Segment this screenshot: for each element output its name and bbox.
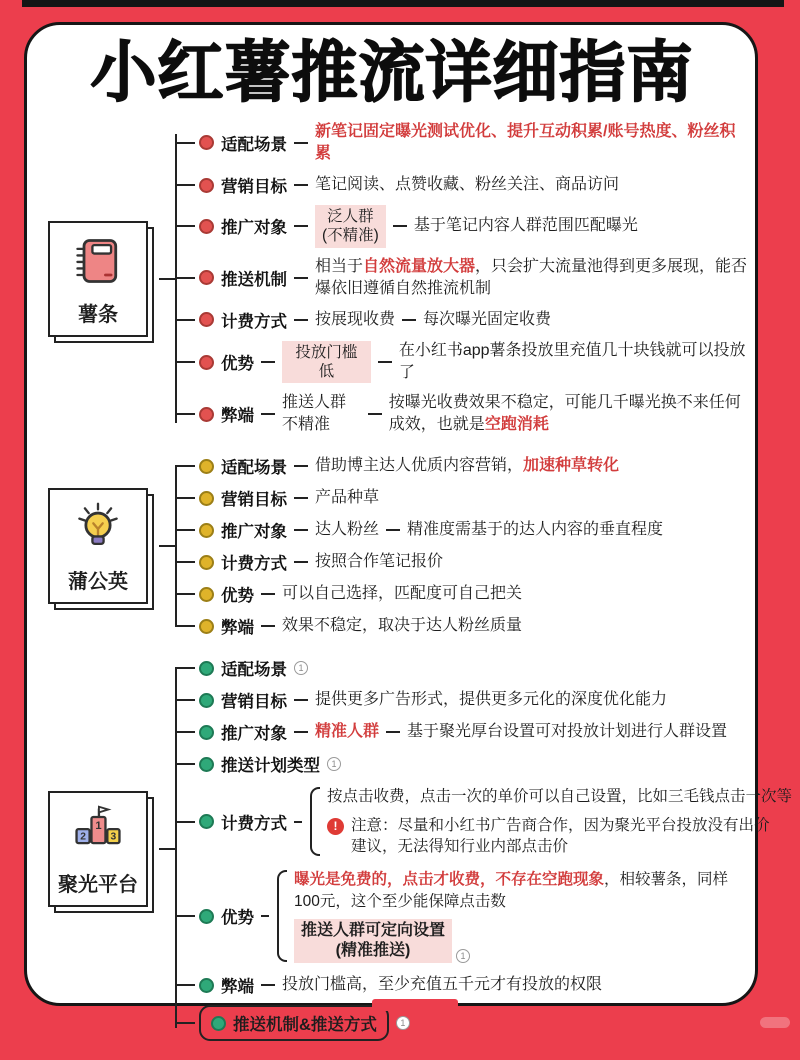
row-mechanism bbox=[175, 252, 749, 304]
connector-dash bbox=[294, 225, 308, 227]
row-value: 在小红书app薯条投放里充值几十块钱就可以投放了 bbox=[398, 341, 746, 382]
platform-card-pugongying bbox=[48, 488, 148, 604]
branch-text: 注意：尽量和小红书广告商合作，因为聚光平台投放没有出价建议，无法得知行业内部点击价 bbox=[351, 816, 770, 856]
row-value bbox=[315, 455, 619, 477]
row-label: 推送机制 bbox=[221, 270, 287, 289]
row-billing bbox=[175, 546, 749, 578]
row-value: 笔记阅读、点赞收藏、粉丝关注、商品访问 bbox=[315, 176, 620, 193]
connector-dash bbox=[294, 731, 308, 733]
rows-pugongying bbox=[175, 450, 749, 642]
value-emphasis: 自然流量放大器 bbox=[363, 257, 476, 275]
row-mid-value: 推送人群不精准 bbox=[282, 394, 347, 434]
row-target bbox=[175, 201, 749, 252]
row-billing bbox=[175, 304, 749, 336]
row-value: 投放门槛高，至少充值五千元才有投放的权限 bbox=[282, 976, 603, 994]
bracket-connector bbox=[310, 787, 320, 856]
billing-branches bbox=[327, 784, 792, 859]
row-value: 提供更多广告形式，提供更多元化的深度优化能力 bbox=[315, 691, 668, 709]
top-border-bar bbox=[22, 0, 784, 7]
collapsed-node-badge: 1 bbox=[396, 1016, 410, 1030]
platform-label: 薯条 bbox=[78, 303, 118, 326]
connector-dash bbox=[294, 529, 308, 531]
bullet-icon bbox=[199, 270, 214, 285]
bullet-icon bbox=[211, 1016, 226, 1031]
connector-dash bbox=[294, 561, 308, 563]
connector-dash bbox=[393, 225, 407, 227]
connector-dash bbox=[294, 319, 308, 321]
row-value: 基于聚光厚台设置可对投放计划进行人群设置 bbox=[407, 723, 728, 741]
highlight-chip: 投放门槛低 bbox=[282, 341, 371, 384]
row-value: 按照合作笔记报价 bbox=[315, 553, 444, 571]
platform-label: 蒲公英 bbox=[68, 571, 128, 594]
connector-dash bbox=[294, 277, 308, 279]
platform-column bbox=[37, 791, 159, 907]
bullet-icon bbox=[199, 814, 214, 829]
chip-text: (不精准) bbox=[322, 227, 379, 245]
row-value bbox=[389, 392, 749, 436]
podium-icon bbox=[70, 803, 126, 864]
branch-targeting bbox=[294, 919, 746, 963]
platform-column bbox=[37, 221, 159, 337]
svg-text:2: 2 bbox=[80, 831, 86, 843]
bullet-icon bbox=[199, 725, 214, 740]
section-juguang bbox=[37, 652, 793, 1045]
value-emphasis: 曝光是免费的，点击才收费，不存在空跑现象 bbox=[294, 871, 605, 889]
connector-dash bbox=[261, 915, 269, 917]
bullet-icon bbox=[199, 312, 214, 327]
row-value: 精准度需基于的达人内容的垂直程度 bbox=[407, 521, 664, 539]
platform-label: 聚光平台 bbox=[58, 873, 138, 896]
row-value: 效果不稳定，取决于达人粉丝质量 bbox=[282, 617, 523, 635]
branch-connector bbox=[159, 545, 175, 547]
page-title: 小红薯推流详细指南 bbox=[90, 35, 694, 109]
bullet-icon bbox=[199, 135, 214, 150]
row-label: 计费方式 bbox=[221, 555, 287, 574]
alert-icon: ! bbox=[327, 818, 344, 835]
connector-dash bbox=[402, 319, 416, 321]
bullet-icon bbox=[199, 757, 214, 772]
row-label: 弊端 bbox=[221, 978, 254, 997]
bullet-icon bbox=[199, 491, 214, 506]
platform-card-shutiao bbox=[48, 221, 148, 337]
row-label: 计费方式 bbox=[221, 814, 287, 833]
collapsed-node-badge: 1 bbox=[294, 661, 308, 675]
row-target bbox=[175, 514, 749, 546]
value-text: 相当于 bbox=[315, 257, 364, 275]
connector-dash bbox=[261, 984, 275, 986]
branch-text bbox=[294, 869, 746, 912]
connector-dash bbox=[294, 821, 302, 823]
platform-card-juguang bbox=[48, 791, 148, 907]
row-label: 优势 bbox=[221, 355, 254, 374]
row-plan-type bbox=[175, 748, 792, 780]
row-label: 优势 bbox=[221, 909, 254, 928]
node-box bbox=[199, 1005, 389, 1041]
connector-dash bbox=[386, 731, 400, 733]
row-label: 弊端 bbox=[221, 407, 254, 426]
bullet-icon bbox=[199, 178, 214, 193]
branch-connector bbox=[159, 278, 175, 280]
bottom-notch bbox=[372, 999, 458, 1011]
row-goal bbox=[175, 169, 749, 201]
connector-dash bbox=[368, 413, 382, 415]
chip-text: 推送人群可定向设置 bbox=[301, 922, 446, 940]
value-text: ，只会扩大流量池得到更多展现，能否爆依旧遵循自然推流机制 bbox=[315, 257, 748, 297]
branch-text: 按点击收费，点击一次的单价可以自己设置，比如三毛钱点击一次等 bbox=[327, 788, 793, 806]
mindmap bbox=[35, 117, 793, 1045]
value-emphasis: 加速种草转化 bbox=[523, 457, 620, 475]
row-value: 产品种草 bbox=[315, 489, 380, 507]
svg-text:3: 3 bbox=[110, 831, 117, 843]
row-label: 营销目标 bbox=[221, 693, 287, 712]
connector-dash bbox=[261, 413, 275, 415]
row-label: 推广对象 bbox=[221, 725, 287, 744]
bullet-icon bbox=[199, 693, 214, 708]
row-goal bbox=[175, 684, 792, 716]
row-value: 每次曝光固定收费 bbox=[423, 310, 552, 328]
collapsed-node-badge: 1 bbox=[327, 757, 341, 771]
bullet-icon bbox=[199, 219, 214, 234]
svg-text:1: 1 bbox=[95, 819, 102, 832]
advantage-branches bbox=[294, 867, 746, 965]
highlight-chip bbox=[315, 205, 386, 248]
row-advantage bbox=[175, 578, 749, 610]
bullet-icon bbox=[199, 619, 214, 634]
connector-dash bbox=[386, 529, 400, 531]
row-billing bbox=[175, 780, 792, 863]
rows-shutiao bbox=[175, 117, 749, 440]
bullet-icon bbox=[199, 355, 214, 370]
watermark bbox=[760, 1017, 790, 1028]
row-disadvantage bbox=[175, 388, 749, 440]
connector-dash bbox=[294, 184, 308, 186]
platform-column bbox=[37, 488, 159, 604]
row-label: 营销目标 bbox=[221, 491, 287, 510]
row-label: 推送计划类型 bbox=[221, 757, 320, 776]
connector-dash bbox=[378, 361, 392, 363]
row-mid-value: 按展现收费 bbox=[315, 310, 396, 328]
connector-dash bbox=[261, 625, 275, 627]
row-target bbox=[175, 716, 792, 748]
row-label: 计费方式 bbox=[221, 312, 287, 331]
connector-dash bbox=[294, 699, 308, 701]
rows-juguang bbox=[175, 652, 792, 1045]
row-disadvantage bbox=[175, 610, 749, 642]
row-label: 优势 bbox=[221, 587, 254, 606]
connector-dash bbox=[261, 361, 275, 363]
bullet-icon bbox=[199, 587, 214, 602]
row-disadvantage bbox=[175, 969, 792, 1001]
bullet-icon bbox=[199, 523, 214, 538]
bullet-icon bbox=[199, 909, 214, 924]
row-push-mechanism-node bbox=[175, 1001, 792, 1045]
row-label: 推广对象 bbox=[221, 219, 287, 238]
row-value: 基于笔记内容人群范围匹配曝光 bbox=[413, 217, 638, 235]
row-label: 适配场景 bbox=[221, 661, 287, 680]
value-text: 按曝光收费效果不稳定，可能几千曝光换不来任何成效，也就是 bbox=[388, 394, 741, 434]
branch-note bbox=[327, 815, 792, 858]
row-mid-value: 达人粉丝 bbox=[315, 521, 380, 539]
highlight-chip bbox=[294, 919, 452, 963]
row-label: 推广对象 bbox=[221, 523, 287, 542]
branch-connector bbox=[159, 848, 175, 850]
branch-cpc bbox=[327, 786, 792, 807]
bullet-icon bbox=[199, 459, 214, 474]
connector-dash bbox=[294, 465, 308, 467]
row-label: 适配场景 bbox=[221, 459, 287, 478]
connector-dash bbox=[294, 142, 308, 144]
bullet-icon bbox=[199, 555, 214, 570]
bracket-connector bbox=[277, 870, 287, 962]
chip-text: 泛人群 bbox=[327, 208, 374, 226]
connector-dash bbox=[294, 497, 308, 499]
bullet-icon bbox=[199, 407, 214, 422]
row-mid-value: 精准人群 bbox=[315, 723, 380, 741]
row-value: 新笔记固定曝光测试优化、提升互动积累/账号热度、粉丝积累 bbox=[315, 122, 736, 162]
row-scenario bbox=[175, 450, 749, 482]
lightbulb-icon bbox=[70, 500, 126, 561]
row-value bbox=[315, 256, 749, 300]
chip-text: (精准推送) bbox=[335, 942, 411, 960]
guide-card bbox=[24, 22, 793, 1035]
row-scenario bbox=[175, 117, 749, 169]
row-advantage bbox=[175, 336, 749, 388]
connector-dash bbox=[261, 593, 275, 595]
bullet-icon bbox=[199, 978, 214, 993]
branch-free-exposure bbox=[294, 869, 746, 912]
section-pugongying bbox=[37, 450, 749, 642]
value-text: 借助博主达人优质内容营销， bbox=[315, 457, 524, 475]
notebook-icon bbox=[70, 233, 126, 294]
row-scenario bbox=[175, 652, 792, 684]
bullet-icon bbox=[199, 661, 214, 676]
row-value: 可以自己选择，匹配度可自己把关 bbox=[282, 585, 523, 603]
row-goal bbox=[175, 482, 749, 514]
row-advantage bbox=[175, 863, 792, 969]
row-label: 营销目标 bbox=[221, 178, 287, 197]
row-label: 弊端 bbox=[221, 619, 254, 638]
collapsed-node-badge: 1 bbox=[456, 949, 470, 963]
row-label: 适配场景 bbox=[221, 135, 287, 154]
section-shutiao bbox=[37, 117, 749, 440]
node-label: 推送机制&推送方式 bbox=[233, 1016, 377, 1035]
value-emphasis: 空跑消耗 bbox=[484, 416, 549, 434]
value-text: ，相较薯条，同样100元，这个至少能保障点击数 bbox=[294, 871, 729, 910]
